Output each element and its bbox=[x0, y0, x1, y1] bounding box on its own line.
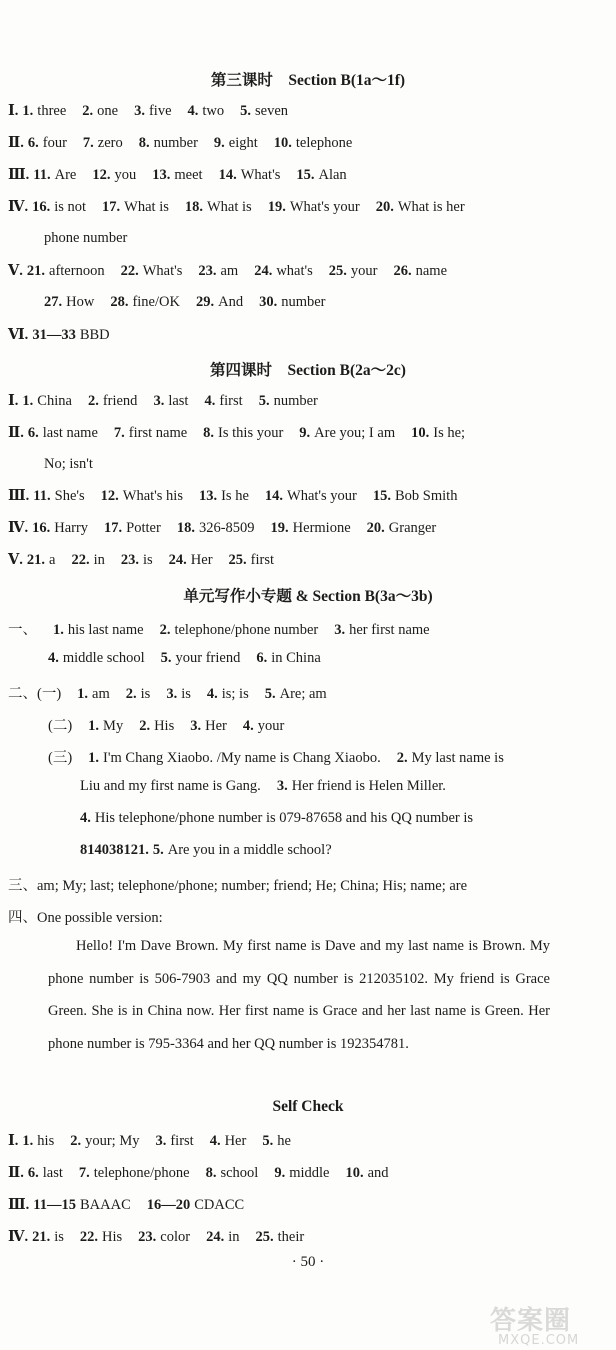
answer-text: your; My bbox=[85, 1133, 140, 1149]
answer-line bbox=[48, 650, 321, 667]
question-number: Ⅰ. bbox=[8, 393, 19, 409]
answer-line-continued: No; isn't bbox=[44, 456, 93, 472]
answer-text: fine/OK bbox=[132, 294, 180, 310]
question-number: 2. bbox=[87, 393, 99, 409]
question-number: 22. bbox=[79, 1229, 99, 1245]
answer-line bbox=[8, 424, 465, 442]
question-number: Ⅰ. bbox=[8, 103, 19, 119]
answer-text: is bbox=[142, 552, 153, 568]
section-title-lesson4: 第四课时 Section B(2a～2c) bbox=[210, 362, 406, 379]
question-number: Ⅲ. bbox=[8, 1197, 30, 1213]
answer-text: am bbox=[220, 263, 239, 279]
question-number: 6. bbox=[27, 1165, 39, 1181]
question-number: 3. bbox=[166, 686, 178, 702]
question-number: 7. bbox=[113, 425, 125, 441]
question-number: Ⅳ. bbox=[8, 1229, 29, 1245]
question-number: 25. bbox=[328, 263, 347, 279]
question-number: 15. bbox=[296, 167, 315, 183]
answer-text: zero bbox=[97, 135, 123, 151]
answer-line bbox=[8, 1196, 244, 1214]
answer-text: first name bbox=[128, 425, 188, 441]
answer-text: His bbox=[154, 718, 175, 734]
question-number: 13. bbox=[198, 488, 218, 504]
question-number: 9. bbox=[213, 135, 225, 151]
answer-text: What is bbox=[124, 199, 169, 215]
sample-essay-text: Hello! I'm Dave Brown. My first name is Dave and my last name is Brown. My phone number is 506-7903 and my QQ number is 212035102. My friend is Grace Green. She is in China now. Her first name is Grace and her last name is Green. Her phone number is 795-3364 and her QQ number is 192354781. bbox=[48, 938, 550, 1052]
answer-text: meet bbox=[174, 167, 203, 183]
answer-text: telephone bbox=[295, 135, 353, 151]
answer-text: am bbox=[92, 686, 110, 702]
question-number: 16. bbox=[32, 199, 51, 215]
answer-text: name bbox=[415, 263, 448, 279]
question-number: 25. bbox=[255, 1229, 274, 1245]
question-number: 1. bbox=[53, 622, 64, 638]
answer-text: Her bbox=[224, 1133, 247, 1149]
answer-text: you bbox=[114, 167, 137, 183]
question-number: 9. bbox=[299, 425, 311, 441]
answer-text: BAAAC bbox=[80, 1197, 131, 1213]
answer-line bbox=[80, 778, 446, 795]
question-number: 1. bbox=[22, 393, 34, 409]
answer-text: What's your bbox=[287, 488, 357, 504]
answer-text: His telephone/phone number is 079-87658 and his QQ number is bbox=[94, 810, 474, 826]
answer-text: What's your bbox=[289, 199, 360, 215]
answer-text: Are bbox=[54, 167, 77, 183]
answer-line bbox=[8, 618, 430, 639]
answer-line bbox=[8, 392, 318, 410]
question-number: 5. bbox=[152, 842, 164, 858]
answer-text: Is he; bbox=[433, 425, 466, 441]
answer-text: BBD bbox=[79, 327, 110, 343]
question-number: 28. bbox=[110, 294, 129, 310]
question-number: 11. bbox=[33, 167, 51, 183]
question-number: 10. bbox=[411, 425, 430, 441]
answer-text: Are; am bbox=[279, 686, 327, 702]
question-number: 2. bbox=[159, 622, 171, 638]
answer-text: is bbox=[140, 686, 151, 702]
question-number: 21. bbox=[26, 552, 46, 568]
answer-text: their bbox=[277, 1229, 305, 1245]
answer-text: Her bbox=[205, 718, 227, 734]
question-number: 5. bbox=[262, 1133, 274, 1149]
question-number: 20. bbox=[366, 520, 385, 536]
answer-line bbox=[44, 294, 326, 311]
section-title-writing: 单元写作小专题 & Section B(3a～3b) bbox=[183, 588, 433, 605]
question-number: 16—20 bbox=[146, 1197, 191, 1213]
answer-text: My bbox=[103, 718, 124, 734]
answer-text: his bbox=[37, 1133, 55, 1149]
answer-text: Bob Smith bbox=[395, 488, 458, 504]
question-number: 22. bbox=[71, 552, 90, 568]
answer-text: number bbox=[153, 135, 198, 151]
question-number: 30. bbox=[259, 294, 278, 310]
question-number: 2. bbox=[396, 750, 408, 766]
answer-line-continued: phone number bbox=[44, 230, 128, 246]
question-number: Ⅱ. bbox=[8, 135, 24, 151]
question-number: 26. bbox=[393, 263, 412, 279]
question-number: 8. bbox=[138, 135, 150, 151]
question-number: 20. bbox=[375, 199, 394, 215]
answer-text: last name bbox=[42, 425, 98, 441]
question-number: 3. bbox=[190, 718, 202, 734]
answer-text: is bbox=[181, 686, 191, 702]
answer-line bbox=[48, 714, 284, 735]
question-number: Ⅱ. bbox=[8, 425, 24, 441]
question-number: 3. bbox=[276, 778, 288, 794]
question-number: 4. bbox=[80, 810, 91, 826]
answer-text: middle bbox=[289, 1165, 330, 1181]
answer-text: is; is bbox=[221, 686, 249, 702]
question-number: Ⅱ. bbox=[8, 1165, 24, 1181]
question-number: 29. bbox=[195, 294, 215, 310]
question-number: 3. bbox=[334, 622, 346, 638]
answer-line bbox=[8, 682, 327, 703]
question-number: 10. bbox=[273, 135, 292, 151]
question-number: Ⅲ. bbox=[8, 488, 30, 504]
question-number: 23. bbox=[138, 1229, 157, 1245]
answer-text: Liu and my first name is Gang. bbox=[80, 778, 261, 794]
answer-text: last bbox=[42, 1165, 63, 1181]
answer-text: a bbox=[49, 552, 56, 568]
question-number: 25. bbox=[228, 552, 247, 568]
answer-text: first bbox=[219, 393, 243, 409]
answer-text: Are you in a middle school? bbox=[167, 842, 332, 858]
answer-line bbox=[8, 551, 274, 569]
answer-text: My last name is bbox=[411, 750, 504, 766]
question-number: 11. bbox=[33, 488, 51, 504]
question-number: 21. bbox=[32, 1229, 51, 1245]
question-number: 24. bbox=[254, 263, 273, 279]
question-number: 27. bbox=[44, 294, 63, 310]
question-number: Ⅳ. bbox=[8, 199, 29, 215]
answer-text: four bbox=[42, 135, 67, 151]
question-number: 4. bbox=[187, 103, 199, 119]
question-number: 14. bbox=[218, 167, 237, 183]
question-number: 19. bbox=[270, 520, 289, 536]
question-number: 5. bbox=[160, 650, 172, 666]
question-number: Ⅴ. bbox=[8, 263, 23, 279]
answer-text: what's bbox=[276, 263, 313, 279]
answer-text: telephone/phone number bbox=[174, 622, 319, 638]
answer-text: What is bbox=[207, 199, 252, 215]
question-number: 3. bbox=[155, 1133, 167, 1149]
answer-text: telephone/phone bbox=[93, 1165, 190, 1181]
answer-text: What's his bbox=[122, 488, 183, 504]
answer-text: his last name bbox=[67, 622, 144, 638]
question-number: 1. bbox=[88, 750, 100, 766]
answer-text: school bbox=[220, 1165, 259, 1181]
question-number: 23. bbox=[198, 263, 217, 279]
answer-text: Is he bbox=[221, 488, 249, 504]
question-number: 2. bbox=[139, 718, 151, 734]
answer-text: Harry bbox=[54, 520, 89, 536]
question-number: 4. bbox=[242, 718, 254, 734]
question-number: Ⅳ. bbox=[8, 520, 29, 536]
section-title-selfcheck: Self Check bbox=[272, 1098, 344, 1115]
answer-line bbox=[80, 810, 473, 827]
question-number: 7. bbox=[78, 1165, 90, 1181]
answer-text: eight bbox=[228, 135, 258, 151]
question-number: 14. bbox=[264, 488, 284, 504]
question-number: 5. bbox=[264, 686, 276, 702]
question-number: 4. bbox=[209, 1133, 221, 1149]
question-number: 7. bbox=[82, 135, 94, 151]
question-number: 6. bbox=[27, 135, 39, 151]
sample-essay bbox=[48, 930, 550, 1060]
answer-text: Potter bbox=[126, 520, 161, 536]
answer-text: your friend bbox=[175, 650, 241, 666]
question-number: 4. bbox=[204, 393, 216, 409]
question-number: 12. bbox=[100, 488, 119, 504]
question-number: Ⅵ. bbox=[8, 327, 29, 343]
answer-text: first bbox=[170, 1133, 194, 1149]
answer-text: Her bbox=[190, 552, 213, 568]
question-number: 3. bbox=[153, 393, 165, 409]
answer-line bbox=[8, 326, 110, 344]
question-number: 17. bbox=[102, 199, 121, 215]
answer-text: She's bbox=[54, 488, 85, 504]
question-number: 6. bbox=[27, 425, 39, 441]
question-number: 31—33 bbox=[32, 327, 76, 343]
answer-text: number bbox=[273, 393, 318, 409]
answer-text: CDACC bbox=[194, 1197, 245, 1213]
answer-text: and bbox=[367, 1165, 389, 1181]
answer-line bbox=[48, 746, 504, 767]
answer-text: seven bbox=[255, 103, 289, 119]
answer-line bbox=[8, 198, 465, 216]
section-title-lesson3: 第三课时 Section B(1a～1f) bbox=[210, 72, 406, 89]
answer-line bbox=[8, 1132, 291, 1150]
answer-text: her first name bbox=[349, 622, 430, 638]
answer-text: What is her bbox=[397, 199, 465, 215]
question-number: 11—15 bbox=[33, 1197, 76, 1213]
answer-line bbox=[8, 1164, 389, 1182]
answer-line bbox=[8, 102, 288, 120]
page-number: · 50 · bbox=[291, 1254, 325, 1270]
answer-text: And bbox=[218, 294, 244, 310]
answer-text: in bbox=[228, 1229, 240, 1245]
answer-line bbox=[8, 487, 457, 505]
question-number: 8. bbox=[203, 425, 215, 441]
question-number: 18. bbox=[184, 199, 203, 215]
question-number: 16. bbox=[32, 520, 51, 536]
question-number: 8. bbox=[205, 1165, 217, 1181]
question-number: 1. bbox=[22, 103, 34, 119]
question-number: 10. bbox=[345, 1165, 364, 1181]
question-number: 1. bbox=[88, 718, 100, 734]
question-number: 3. bbox=[134, 103, 145, 119]
question-number: 13. bbox=[152, 167, 171, 183]
answer-text: How bbox=[66, 294, 95, 310]
question-number: 9. bbox=[274, 1165, 286, 1181]
question-number: 22. bbox=[120, 263, 139, 279]
answer-text: your bbox=[350, 263, 378, 279]
answer-text: (三) bbox=[48, 750, 73, 766]
answer-line bbox=[8, 519, 436, 537]
question-number: 2. bbox=[82, 103, 94, 119]
answer-text: five bbox=[148, 103, 172, 119]
answer-line: 三、am; My; last; telephone/phone; number; friend; He; China; His; name; are bbox=[8, 878, 468, 894]
answer-text: color bbox=[160, 1229, 191, 1245]
answer-text: I'm Chang Xiaobo. /My name is Chang Xiaobo. bbox=[103, 750, 381, 766]
answer-text: number bbox=[281, 294, 326, 310]
question-number: 5. bbox=[240, 103, 252, 119]
question-number: 19. bbox=[267, 199, 286, 215]
answer-text: your bbox=[257, 718, 285, 734]
question-number: 23. bbox=[120, 552, 139, 568]
answer-text: His bbox=[102, 1229, 123, 1245]
answer-text: Are you; I am bbox=[314, 425, 396, 441]
watermark-url: MXQE.COM bbox=[498, 1333, 580, 1348]
question-number: 2. bbox=[70, 1133, 82, 1149]
question-number: 1. bbox=[77, 686, 89, 702]
question-number: 6. bbox=[256, 650, 268, 666]
answer-text: 326-8509 bbox=[198, 520, 255, 536]
question-number: 2. bbox=[125, 686, 137, 702]
question-number: 24. bbox=[168, 552, 187, 568]
answer-line bbox=[8, 262, 447, 280]
question-number: 814038121. bbox=[80, 842, 149, 858]
answer-text: What's bbox=[240, 167, 281, 183]
question-number: 21. bbox=[26, 263, 46, 279]
question-number: 12. bbox=[92, 167, 111, 183]
answer-line bbox=[80, 842, 332, 859]
answer-text: Hermione bbox=[292, 520, 351, 536]
answer-text: two bbox=[202, 103, 225, 119]
answer-text: is not bbox=[54, 199, 87, 215]
question-number: 17. bbox=[104, 520, 123, 536]
question-number: 5. bbox=[258, 393, 270, 409]
answer-text: 二、(一) bbox=[8, 686, 62, 702]
question-number: 1. bbox=[22, 1133, 34, 1149]
answer-text: in bbox=[93, 552, 105, 568]
answer-text: 一、 bbox=[8, 622, 37, 638]
answer-text: China bbox=[37, 393, 72, 409]
watermark-logo: 答案圈 bbox=[490, 1306, 572, 1336]
answer-text: first bbox=[250, 552, 275, 568]
answer-text: three bbox=[37, 103, 67, 119]
answer-text: Granger bbox=[388, 520, 437, 536]
answer-text: middle school bbox=[62, 650, 145, 666]
answer-text: afternoon bbox=[49, 263, 105, 279]
answer-text: last bbox=[168, 393, 189, 409]
answer-text: is bbox=[54, 1229, 64, 1245]
answer-text: Is this your bbox=[218, 425, 284, 441]
question-number: 18. bbox=[176, 520, 195, 536]
watermark bbox=[490, 1300, 610, 1346]
question-number: 4. bbox=[48, 650, 59, 666]
question-number: Ⅲ. bbox=[8, 167, 30, 183]
answer-text: one bbox=[97, 103, 119, 119]
answer-text: What's bbox=[142, 263, 183, 279]
answer-line: 四、One possible version: bbox=[8, 910, 163, 926]
answer-text: he bbox=[277, 1133, 291, 1149]
answer-text: Her friend is Helen Miller. bbox=[291, 778, 446, 794]
answer-text: in China bbox=[271, 650, 321, 666]
answer-line bbox=[8, 166, 347, 184]
answer-text: (二) bbox=[48, 718, 73, 734]
answer-text: friend bbox=[102, 393, 138, 409]
question-number: 15. bbox=[372, 488, 391, 504]
answer-line bbox=[8, 134, 352, 152]
answer-line bbox=[8, 1228, 304, 1246]
answer-text: Alan bbox=[318, 167, 347, 183]
question-number: Ⅴ. bbox=[8, 552, 23, 568]
question-number: 4. bbox=[206, 686, 218, 702]
question-number: 24. bbox=[206, 1229, 225, 1245]
question-number: Ⅰ. bbox=[8, 1133, 19, 1149]
